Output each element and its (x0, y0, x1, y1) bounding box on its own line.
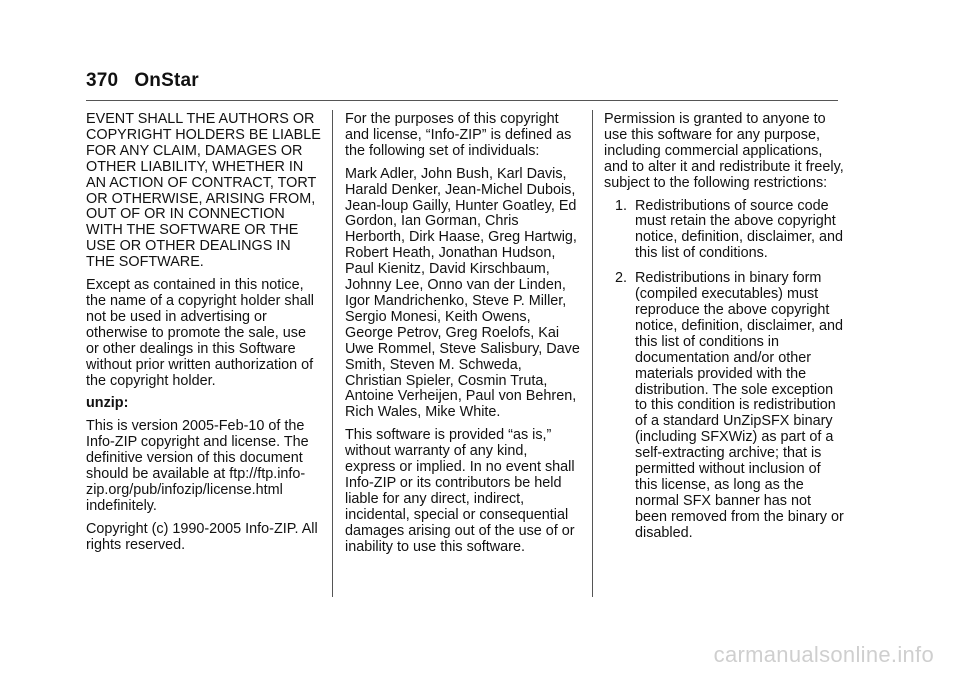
column-divider (592, 110, 593, 597)
list-item-number: 2. (615, 270, 628, 287)
list-item (604, 271, 846, 541)
watermark: carmanualsonline.info (713, 642, 934, 667)
paragraph: Mark Adler, John Bush, Karl Davis, Harald Denker, Jean-Michel Dubois, Jean-loup Gailly, Hunter Goatley, Ed Gordon, Ian Gorman, Chris Herborth, Dirk Haase, Greg Hartwig, Robert Heath, Jonathan Hudson, Paul Kienitz, David Kirschbaum, Johnny Lee, Onno van der Linden, Igor Mandrichenko, Steve P. Miller, Sergio Monesi, Keith Owens, George Petrov, Greg Roelofs, Kai Uwe Rommel, Steve Salisbury, Dave Smith, Steven M. Schweda, Christian Spieler, Cosmin Truta, Antoine Verheijen, Paul von Behren, Rich Wales, Mike White. (345, 165, 580, 421)
paragraph: Permission is granted to anyone to use this software for any purpose, including commercial applications, and to alter it and redistribute it freely, subject to the following restrictions: (604, 111, 844, 191)
paragraph: For the purposes of this copyright and license, “Info-ZIP” is defined as the following set of individuals: (345, 111, 572, 159)
paragraph: Copyright (c) 1990-2005 Info-ZIP. All rights reserved. (86, 520, 318, 553)
paragraph: This is version 2005-Feb-10 of the Info-ZIP copyright and license. The definitive version of this document should be available at ftp://ftp.info-zip.org/pub/infozip/license.html indefinitely. (86, 418, 309, 514)
text-column-1 (86, 112, 322, 561)
section-title: OnStar (134, 70, 199, 91)
section-heading: unzip: (86, 395, 129, 412)
text-column-3 (604, 112, 846, 551)
header-rule (86, 100, 838, 101)
list-item-text: Redistributions in binary form (compiled executables) must reproduce the above copyright notice, definition, disclaimer, and this list of conditions in documentation and/or other materials provided with the distribution. The sole exception to this condition is redistribution of a standard UnZipSFX binary (including SFXWiz) as part of a self-extracting archive; that is permitted without inclusion of this license, as long as the normal SFX banner has not been removed from the binary or disabled. (635, 270, 844, 541)
paragraph: Except as contained in this notice, the name of a copyright holder shall not be used in advertising or otherwise to promote the sale, use or other dealings in this Software without prior written authorization of the copyright holder. (86, 277, 314, 389)
list-item-text: Redistributions of source code must retain the above copyright notice, definition, disclaimer, and this list of conditions. (635, 197, 843, 262)
paragraph: This software is provided “as is,” without warranty of any kind, express or implied. In no event shall Info-ZIP or its contributors be held liable for any direct, indirect, incidental, special or consequential damages arising out of the use of or inability to use this software. (345, 427, 575, 555)
page-number: 370 (86, 70, 119, 91)
paragraph: EVENT SHALL THE AUTHORS OR COPYRIGHT HOLDERS BE LIABLE FOR ANY CLAIM, DAMAGES OR OTHER LIABILITY, WHETHER IN AN ACTION OF CONTRACT, TORT OR OTHERWISE, ARISING FROM, OUT OF OR IN CONNECTION WITH THE SOFTWARE OR THE USE OR OTHER DEALINGS IN THE SOFTWARE. (86, 111, 321, 271)
column-divider (332, 110, 333, 597)
restrictions-list (604, 199, 846, 542)
text-column-2 (345, 112, 581, 562)
page-header (86, 70, 199, 92)
list-item-number: 1. (615, 197, 628, 214)
list-item (604, 199, 846, 263)
